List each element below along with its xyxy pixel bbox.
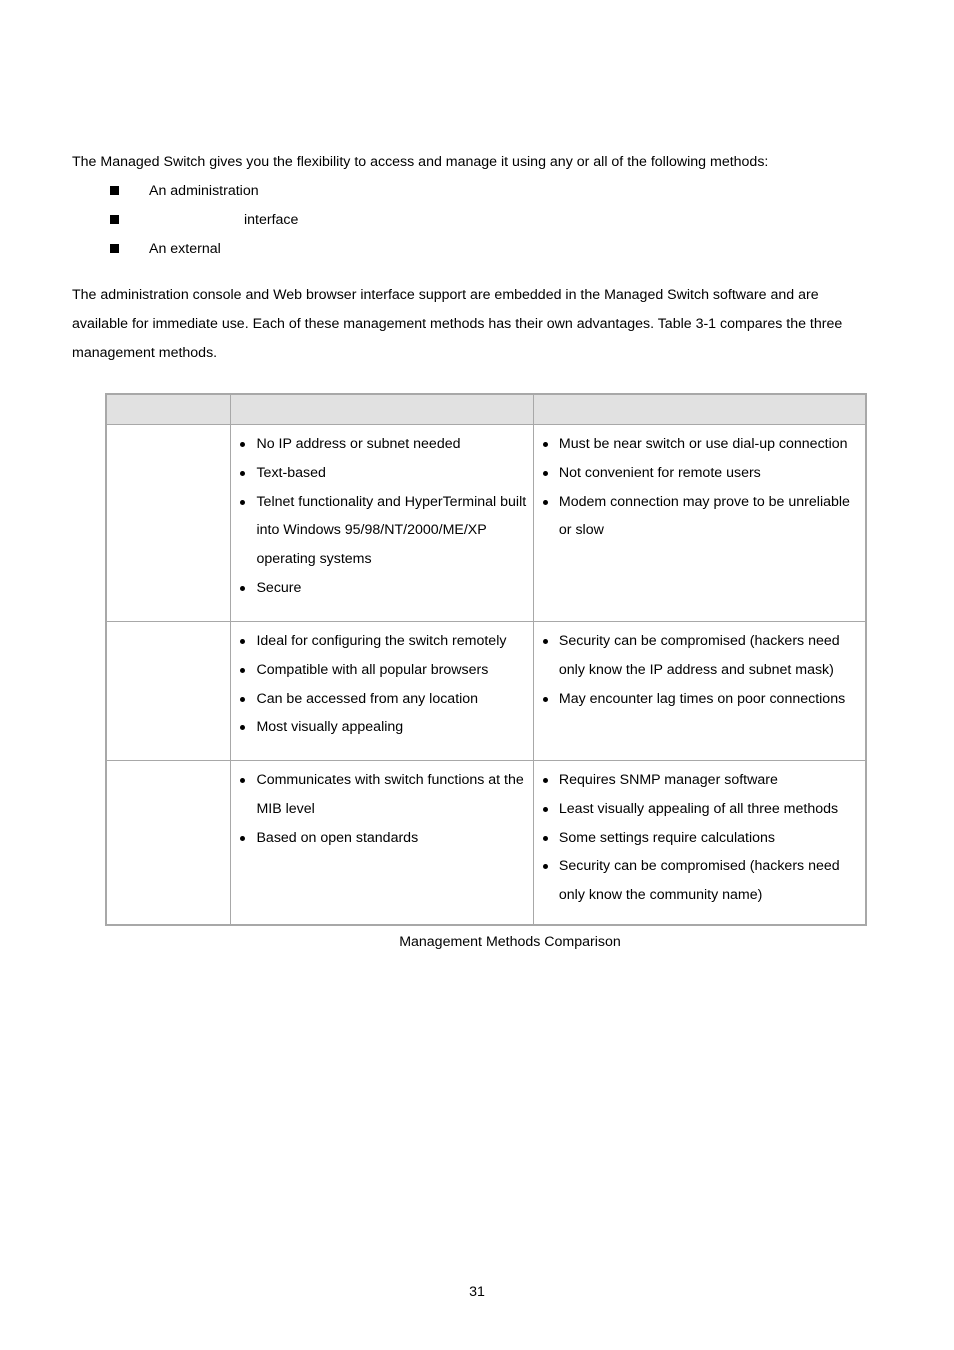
table-row (106, 761, 866, 925)
list-item: Requires SNMP manager software (534, 766, 859, 795)
list-item: Can be accessed from any location (231, 685, 526, 714)
list-item: Text-based (231, 459, 526, 488)
list-item: Communicates with switch functions at the MIB level (231, 766, 526, 824)
header-method (106, 394, 231, 425)
body-paragraph: The administration console and Web browser interface support are embedded in the Managed Switch software and are available for immediate use. Each of these management methods has their own advantages. Table 3-1 compares the three management methods. (72, 287, 843, 361)
disadvantages-cell (533, 761, 866, 925)
list-item: No IP address or subnet needed (231, 430, 526, 459)
page-number: 31 (469, 1284, 485, 1300)
list-item: Modem connection may prove to be unreliable or slow (534, 488, 859, 546)
list-item: Some settings require calculations (534, 824, 859, 853)
list-item (110, 210, 298, 239)
square-bullet-icon (110, 215, 119, 224)
method-label: An external (149, 241, 221, 257)
list-item: Secure (231, 574, 526, 603)
list-item (110, 181, 298, 210)
list-item: Security can be compromised (hackers need only know the IP address and subnet mask) (534, 627, 859, 685)
methods-list (110, 181, 298, 268)
list-item: May encounter lag times on poor connections (534, 685, 859, 714)
method-cell (106, 761, 231, 925)
list-item: Telnet functionality and HyperTerminal built into Windows 95/98/NT/2000/ME/XP operating systems (231, 488, 526, 574)
method-label: interface (244, 212, 299, 228)
disadvantages-cell (533, 622, 866, 761)
list-item: Compatible with all popular browsers (231, 656, 526, 685)
list-item: Security can be compromised (hackers need only know the community name) (534, 852, 859, 910)
table-row (106, 622, 866, 761)
square-bullet-icon (110, 186, 119, 195)
list-item: Based on open standards (231, 824, 526, 853)
header-disadvantages (533, 394, 866, 425)
intro-text: The Managed Switch gives you the flexibility to access and manage it using any or all of the following methods: (72, 154, 769, 170)
method-cell (106, 425, 231, 622)
list-item: Must be near switch or use dial-up connection (534, 430, 859, 459)
square-bullet-icon (110, 244, 119, 253)
advantages-cell (231, 761, 533, 925)
list-item (110, 239, 298, 268)
method-label: An administration (149, 183, 259, 199)
advantages-cell (231, 425, 533, 622)
disadvantages-cell (533, 425, 866, 622)
list-item: Not convenient for remote users (534, 459, 859, 488)
list-item: Ideal for configuring the switch remotely (231, 627, 526, 656)
comparison-table (105, 393, 867, 926)
list-item: Least visually appealing of all three methods (534, 795, 859, 824)
method-cell (106, 622, 231, 761)
advantages-cell (231, 622, 533, 761)
table-row (106, 425, 866, 622)
list-item: Most visually appealing (231, 713, 526, 742)
header-advantages (231, 394, 533, 425)
table-caption: Management Methods Comparison (399, 934, 621, 950)
table-header-row (106, 394, 866, 425)
